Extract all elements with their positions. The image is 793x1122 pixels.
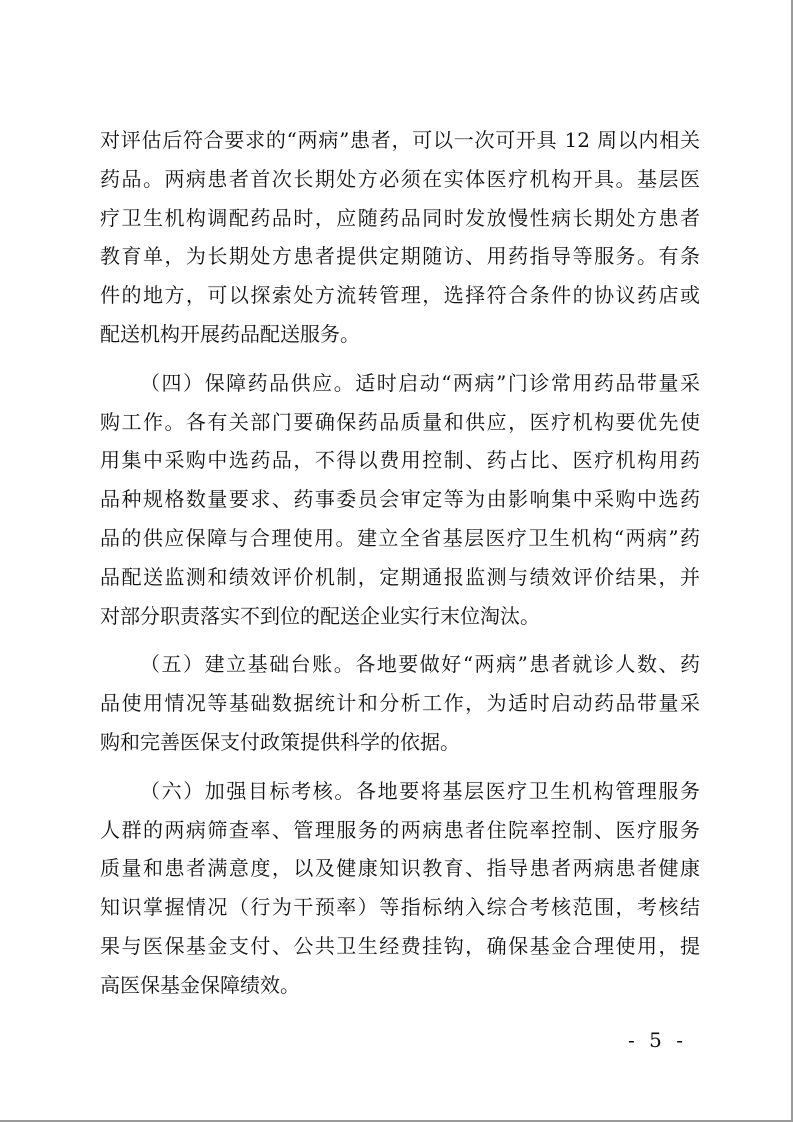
text-line: 知识掌握情况（行为干预率）等指标纳入综合考核范围，考核结 (100, 895, 700, 920)
text-line: （四）保障药品供应。适时启动“两病”门诊常用药品带量采 (140, 370, 700, 395)
text-line: 用集中采购中选药品，不得以费用控制、药占比、医疗机构用药 (100, 448, 700, 473)
paragraph-assessment (100, 772, 700, 1005)
text-line: 购和完善医保支付政策提供科学的依据。 (100, 729, 460, 754)
text-line: 购工作。各有关部门要确保药品质量和供应，医疗机构要优先使 (100, 409, 700, 434)
page-number: - 5 - (628, 1028, 687, 1052)
text-line: 教育单，为长期处方患者提供定期随访、用药指导等服务。有条 (100, 244, 700, 269)
text-line: 对评估后符合要求的“两病”患者，可以一次可开具 12 周以内相关 (100, 128, 700, 152)
text-line: 品的供应保障与合理使用。建立全省基层医疗卫生机构“两病”药 (100, 525, 700, 550)
text-line: 果与医保基金支付、公共卫生经费挂钩，确保基金合理使用，提 (100, 933, 700, 958)
paragraph-drug-supply (100, 364, 700, 636)
text-line: （五）建立基础台账。各地要做好“两病”患者就诊人数、药 (140, 652, 700, 677)
text-line: 对部分职责落实不到位的配送企业实行末位淘汰。 (100, 603, 540, 628)
paragraph-prescription (100, 121, 700, 354)
text-line: 疗卫生机构调配药品时，应随药品同时发放慢性病长期处方患者 (100, 205, 700, 230)
text-line: 高医保基金保障绩效。 (100, 972, 300, 997)
text-line: 品种规格数量要求、药事委员会审定等为由影响集中采购中选药 (100, 487, 700, 512)
text-line: 配送机构开展药品配送服务。 (100, 321, 360, 346)
text-line: （六）加强目标考核。各地要将基层医疗卫生机构管理服务 (140, 778, 700, 803)
text-line: 人群的两病筛查率、管理服务的两病患者住院率控制、医疗服务 (100, 817, 700, 842)
text-line: 质量和患者满意度，以及健康知识教育、指导患者两病患者健康 (100, 856, 700, 881)
document-body (100, 121, 700, 1005)
text-line: 品配送监测和绩效评价机制，定期通报监测与绩效评价结果，并 (100, 564, 700, 589)
text-line: 品使用情况等基础数据统计和分析工作，为适时启动药品带量采 (100, 691, 700, 716)
text-line: 件的地方，可以探索处方流转管理，选择符合条件的协议药店或 (100, 283, 700, 308)
text-line: 药品。两病患者首次长期处方必须在实体医疗机构开具。基层医 (100, 166, 700, 191)
paragraph-ledger (100, 645, 700, 761)
